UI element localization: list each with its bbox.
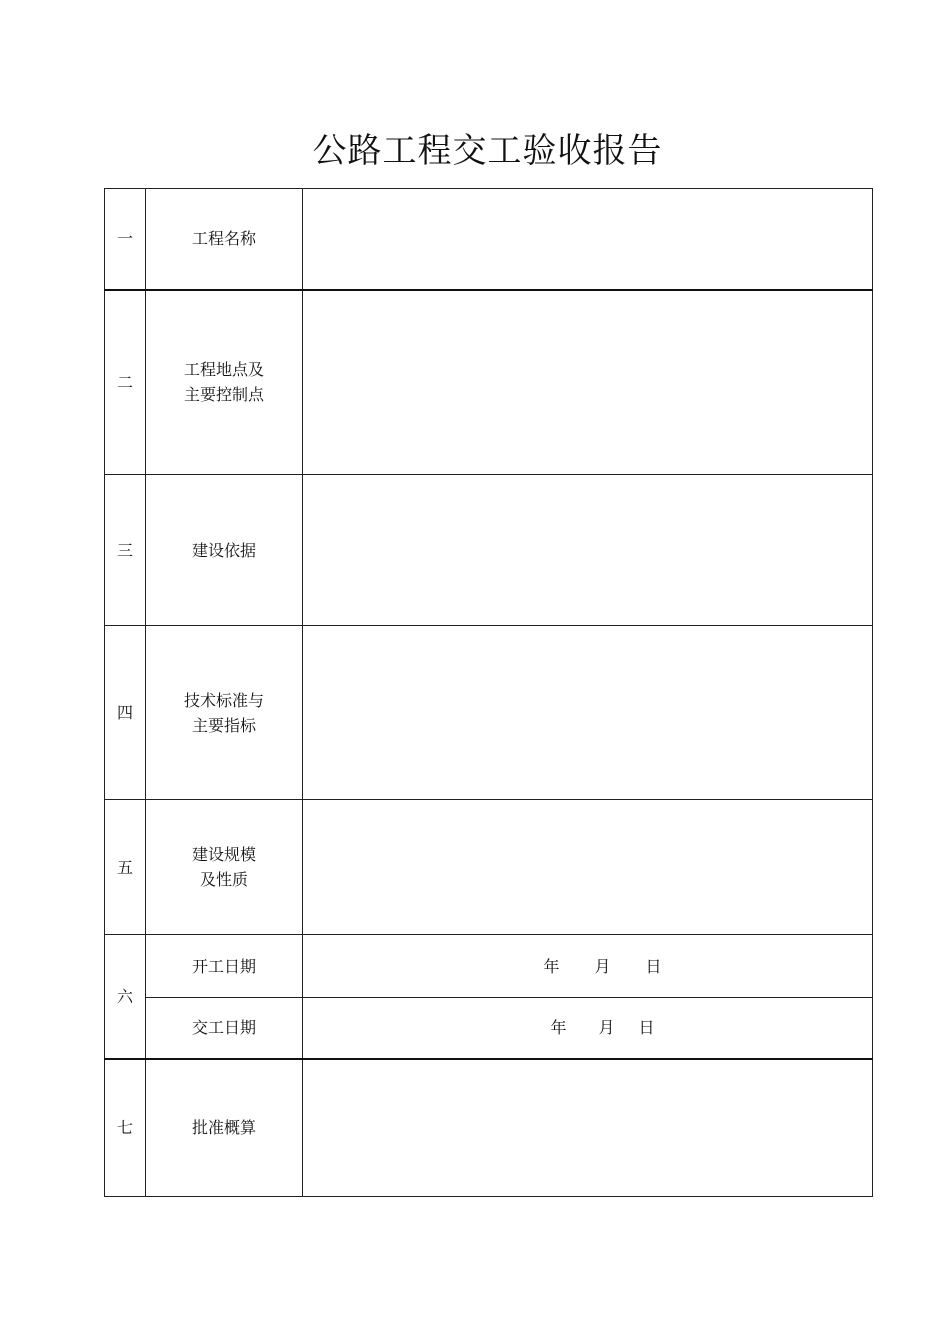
row-label xyxy=(146,1059,303,1197)
row-number: 四 xyxy=(105,626,146,800)
handover-date-field[interactable] xyxy=(303,998,873,1059)
row-label xyxy=(146,626,303,800)
row-project-name xyxy=(105,189,873,290)
year-label: 年 xyxy=(543,956,560,976)
row-label-line: 及性质 xyxy=(199,870,248,889)
row-label xyxy=(146,475,303,626)
row-number: 三 xyxy=(105,475,146,626)
row-label-line: 技术标准与 xyxy=(183,690,264,710)
row-label-line: 主要指标 xyxy=(191,715,256,735)
row-label xyxy=(146,800,303,935)
project-location-field[interactable] xyxy=(303,290,873,475)
month-label: 月 xyxy=(598,1018,615,1038)
row-construction-basis xyxy=(105,475,873,626)
month-label: 月 xyxy=(594,956,611,976)
day-label: 日 xyxy=(645,956,662,976)
row-project-location xyxy=(105,290,873,475)
report-table xyxy=(104,188,873,1197)
year-label: 年 xyxy=(550,1018,567,1038)
row-label xyxy=(146,189,303,290)
row-approved-budget xyxy=(105,1059,873,1197)
construction-basis-field[interactable] xyxy=(303,475,873,626)
row-label-line: 建设规模 xyxy=(191,845,256,864)
row-label-line: 主要控制点 xyxy=(183,385,264,405)
row-number: 七 xyxy=(105,1059,146,1197)
row-label: 开工日期 xyxy=(146,935,303,998)
row-number: 一 xyxy=(105,189,146,290)
start-date-field[interactable] xyxy=(303,935,873,998)
row-handover-date xyxy=(105,998,873,1059)
day-label: 日 xyxy=(638,1018,655,1038)
row-label-line: 工程名称 xyxy=(191,229,256,249)
row-construction-scale xyxy=(105,800,873,935)
project-name-field[interactable] xyxy=(303,189,873,290)
row-start-date xyxy=(105,935,873,998)
approved-budget-field[interactable] xyxy=(303,1059,873,1197)
row-label-line: 建设依据 xyxy=(191,540,256,560)
technical-standards-field[interactable] xyxy=(303,626,873,800)
page-title: 公路工程交工验收报告 xyxy=(312,130,663,171)
row-number: 六 xyxy=(105,935,146,1059)
row-label-line: 批准概算 xyxy=(191,1118,256,1138)
row-number: 二 xyxy=(105,290,146,475)
row-label: 交工日期 xyxy=(146,998,303,1059)
row-label-line: 工程地点及 xyxy=(183,360,264,380)
row-label xyxy=(146,290,303,475)
row-number: 五 xyxy=(105,800,146,935)
construction-scale-field[interactable] xyxy=(303,800,873,935)
row-technical-standards xyxy=(105,626,873,800)
